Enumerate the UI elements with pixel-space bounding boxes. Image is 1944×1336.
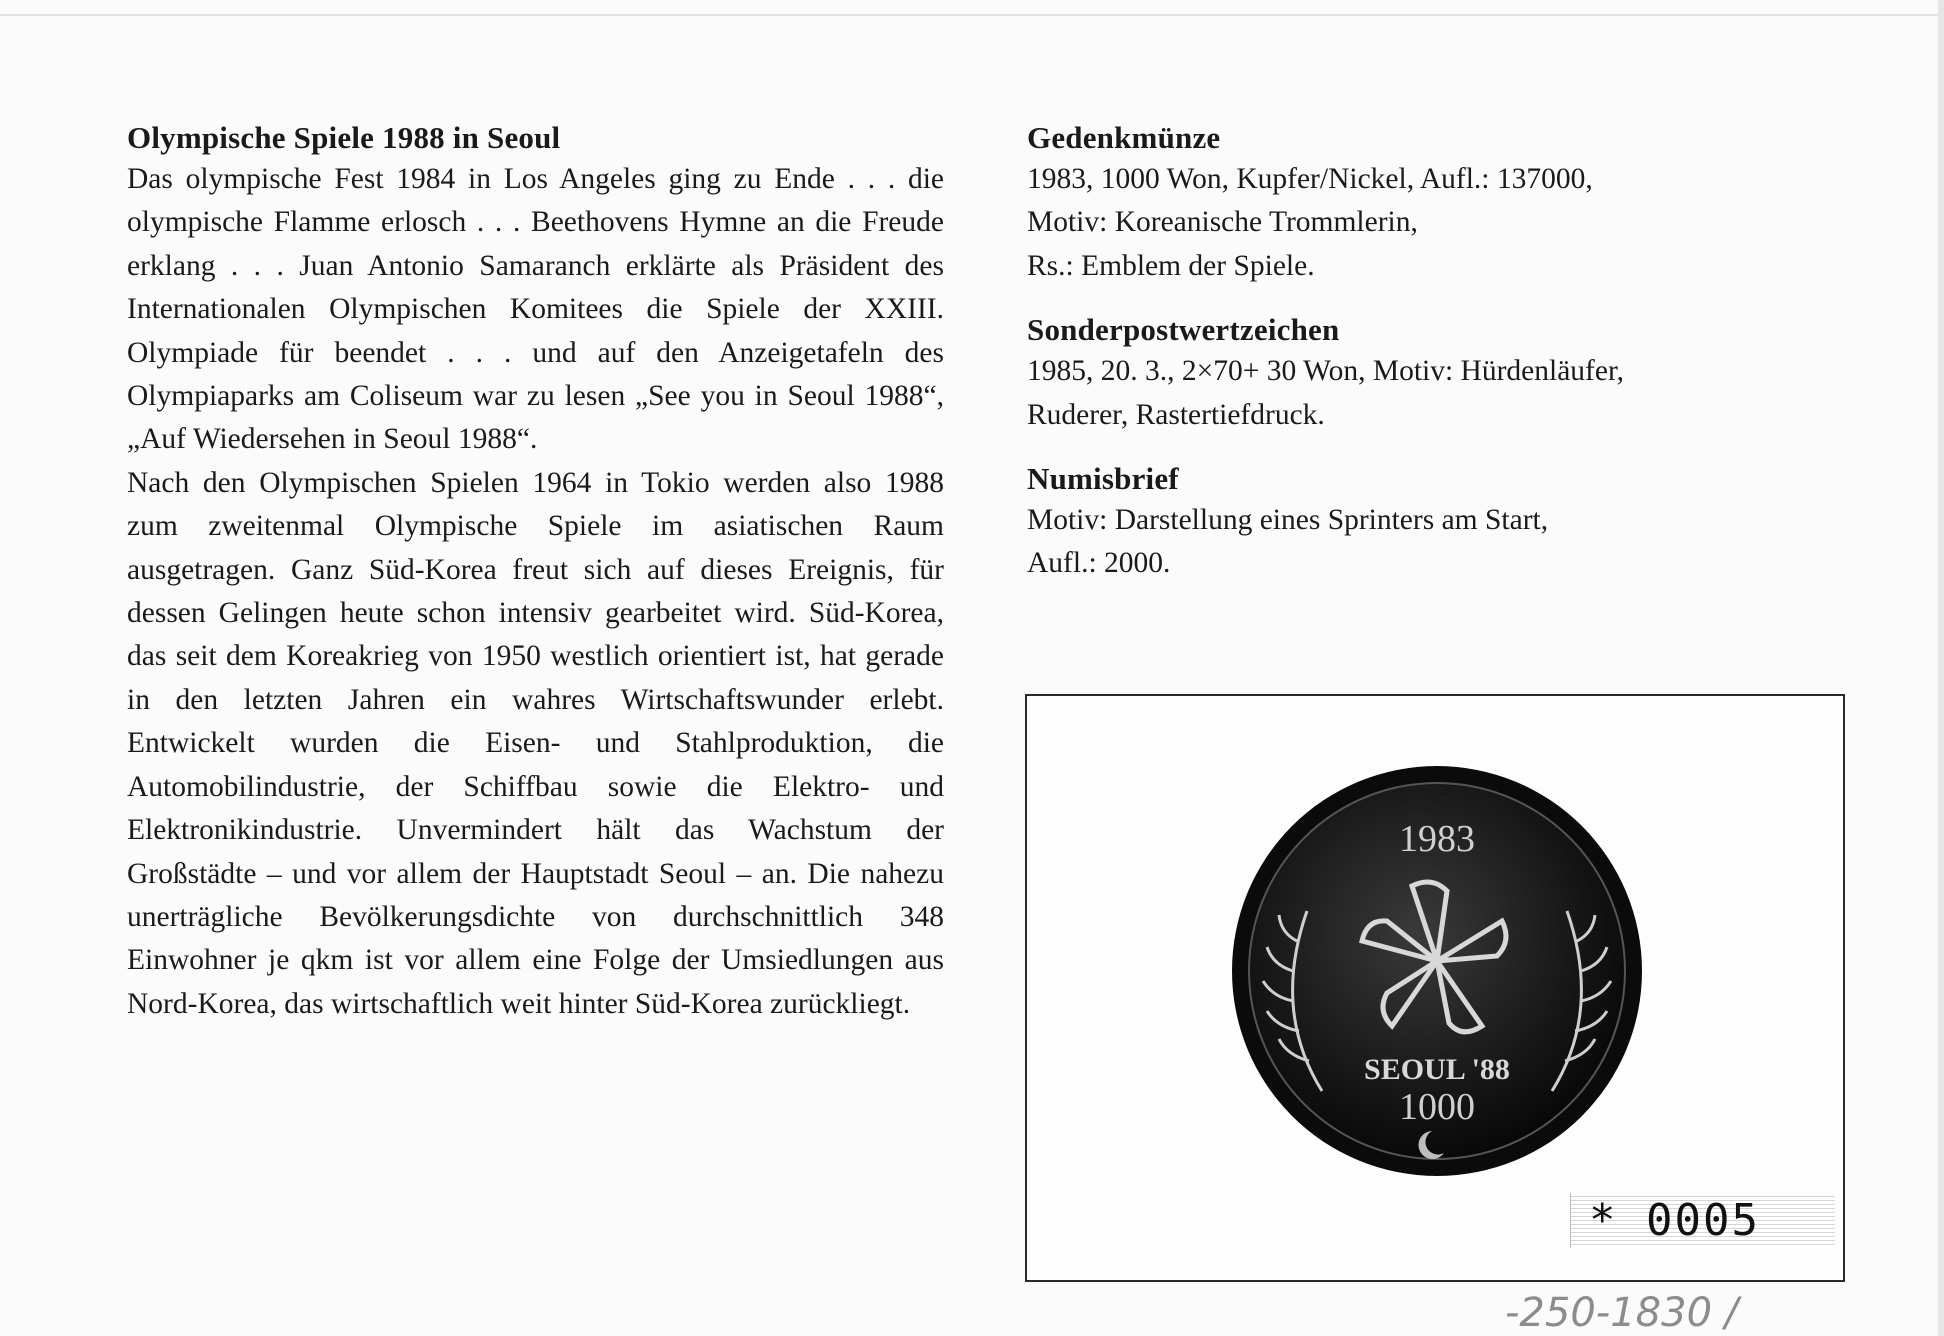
numisbrief-info-block [1027,459,1857,586]
stamp-line-2: Ruderer, Rastertiefdruck. [1027,398,1325,431]
numisbrief-line-1: Motiv: Darstellung eines Sprinters am Start, [1027,504,1549,537]
coin-window-frame [1025,694,1845,1282]
numisbrief-line-2: Aufl.: 2000. [1027,547,1171,580]
stamp-heading: Sonderpostwertzeichen [1027,312,1340,348]
coin-info-block [1027,118,1857,288]
stamp-line-1: 1985, 20. 3., 2×70+ 30 Won, Motiv: Hürdenläufer, [1027,355,1624,388]
pencil-note: -250-1830 / [1505,1290,1739,1336]
top-edge-line [0,14,1944,16]
serial-number: * 0005 [1589,1195,1760,1246]
stamp-info-block [1027,310,1857,437]
left-column [127,118,944,1026]
coin-line-3: Rs.: Emblem der Spiele. [1027,249,1315,282]
coin-line-2: Motiv: Koreanische Trommlerin, [1027,206,1418,239]
coin-image [1227,761,1647,1181]
right-column [1027,118,1857,608]
article-paragraph-1: Das olympische Fest 1984 in Los Angeles ging zu Ende . . . die olympische Flamme erlosch . . . Beethovens Hymne an die Freude erklang . . . Juan Antonio Samaranch erklärte als Präsident des Internationalen Olympischen Komitees die Spiele der XXIII. Olympiade für beendet . . . und auf den Anzeigetafeln des Olympiaparks am Coliseum war zu lesen „See you in Seoul 1988“, „Auf Wiedersehen in Seoul 1988“. [127,163,944,456]
coin-year-text: 1983 [1399,818,1475,860]
coin-city-text: SEOUL '88 [1364,1053,1510,1086]
serial-number-box [1570,1193,1835,1248]
right-edge-shadow [1938,0,1944,1336]
article-paragraph-2: Nach den Olympischen Spielen 1964 in Tokio werden also 1988 zum zweitenmal Olympische Spiele im asiatischen Raum ausgetragen. Ganz Süd-Korea freut sich auf dieses Ereignis, für dessen Gelingen heute schon intensiv gearbeitet wird. Süd-Korea, das seit dem Koreakrieg von 1950 westlich orientiert ist, hat gerade in den letzten Jahren ein wahres Wirtschaftswunder erlebt. Entwickelt wurden die Eisen- und Stahlproduktion, die Automobilindustrie, der Schiffbau sowie die Elektro- und Elektronikindustrie. Unvermindert hält das Wachstum der Großstädte – und vor allem der Hauptstadt Seoul – an. Die nahezu unerträgliche Bevölkerungsdichte von durchschnittlich 348 Einwohner je qkm ist vor allem eine Folge der Umsiedlungen aus Nord-Korea, das wirtschaftlich weit hinter Süd-Korea zurückliegt. [127,466,944,1020]
coin-value-text: 1000 [1399,1086,1475,1128]
coin-heading: Gedenkmünze [1027,120,1221,155]
numisbrief-heading: Numisbrief [1027,461,1179,497]
coin-line-1: 1983, 1000 Won, Kupfer/Nickel, Aufl.: 137000, [1027,163,1593,195]
article-title: Olympische Spiele 1988 in Seoul [127,120,561,155]
